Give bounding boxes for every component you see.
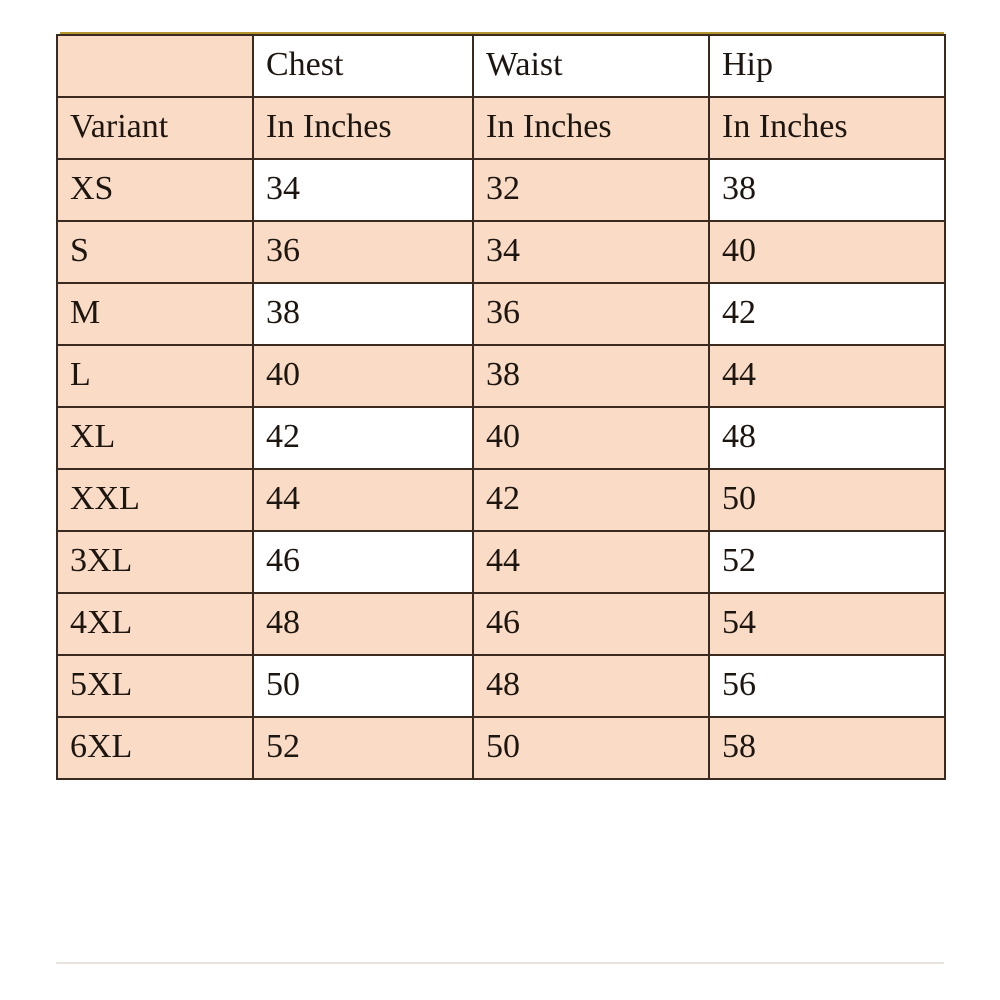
size-chart-table bbox=[56, 34, 946, 780]
cell-variant: L bbox=[57, 345, 253, 407]
cell-hip: 44 bbox=[709, 345, 945, 407]
cell-variant: S bbox=[57, 221, 253, 283]
cell-hip: 52 bbox=[709, 531, 945, 593]
table-header-row-units bbox=[57, 97, 945, 159]
cell-hip: 58 bbox=[709, 717, 945, 779]
table-row bbox=[57, 345, 945, 407]
header-cell-chest-unit: In Inches bbox=[253, 97, 473, 159]
cell-waist: 50 bbox=[473, 717, 709, 779]
cell-chest: 38 bbox=[253, 283, 473, 345]
cell-hip: 42 bbox=[709, 283, 945, 345]
cell-chest: 46 bbox=[253, 531, 473, 593]
cell-variant: XS bbox=[57, 159, 253, 221]
header-cell-hip: Hip bbox=[709, 35, 945, 97]
cell-chest: 50 bbox=[253, 655, 473, 717]
cell-hip: 56 bbox=[709, 655, 945, 717]
header-cell-blank bbox=[57, 35, 253, 97]
cell-waist: 36 bbox=[473, 283, 709, 345]
cell-hip: 40 bbox=[709, 221, 945, 283]
table-row bbox=[57, 283, 945, 345]
header-cell-waist: Waist bbox=[473, 35, 709, 97]
cell-waist: 46 bbox=[473, 593, 709, 655]
cell-variant: 4XL bbox=[57, 593, 253, 655]
cell-waist: 44 bbox=[473, 531, 709, 593]
table-row bbox=[57, 655, 945, 717]
cell-waist: 34 bbox=[473, 221, 709, 283]
table-row bbox=[57, 221, 945, 283]
cell-chest: 44 bbox=[253, 469, 473, 531]
cell-variant: XXL bbox=[57, 469, 253, 531]
header-cell-variant: Variant bbox=[57, 97, 253, 159]
cell-variant: M bbox=[57, 283, 253, 345]
cell-chest: 48 bbox=[253, 593, 473, 655]
header-cell-waist-unit: In Inches bbox=[473, 97, 709, 159]
cell-waist: 48 bbox=[473, 655, 709, 717]
cell-hip: 54 bbox=[709, 593, 945, 655]
cell-chest: 52 bbox=[253, 717, 473, 779]
header-cell-hip-unit: In Inches bbox=[709, 97, 945, 159]
cell-chest: 34 bbox=[253, 159, 473, 221]
cell-chest: 40 bbox=[253, 345, 473, 407]
cell-variant: 6XL bbox=[57, 717, 253, 779]
cell-hip: 50 bbox=[709, 469, 945, 531]
header-cell-chest: Chest bbox=[253, 35, 473, 97]
cell-waist: 38 bbox=[473, 345, 709, 407]
table-row bbox=[57, 531, 945, 593]
bottom-divider bbox=[56, 962, 944, 964]
cell-hip: 38 bbox=[709, 159, 945, 221]
cell-hip: 48 bbox=[709, 407, 945, 469]
table-row bbox=[57, 469, 945, 531]
cell-variant: 5XL bbox=[57, 655, 253, 717]
cell-variant: XL bbox=[57, 407, 253, 469]
size-chart-container bbox=[56, 34, 944, 780]
cell-chest: 42 bbox=[253, 407, 473, 469]
table-row bbox=[57, 407, 945, 469]
cell-waist: 32 bbox=[473, 159, 709, 221]
cell-waist: 42 bbox=[473, 469, 709, 531]
table-row bbox=[57, 159, 945, 221]
table-row bbox=[57, 717, 945, 779]
cell-waist: 40 bbox=[473, 407, 709, 469]
cell-chest: 36 bbox=[253, 221, 473, 283]
table-row bbox=[57, 593, 945, 655]
cell-variant: 3XL bbox=[57, 531, 253, 593]
table-header-row-measurements bbox=[57, 35, 945, 97]
